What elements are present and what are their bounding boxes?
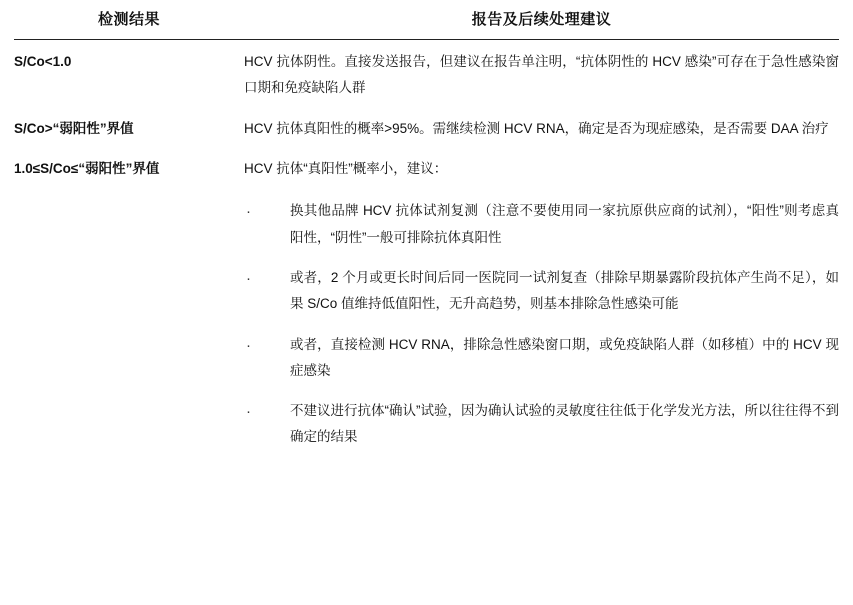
- list-item: [244, 198, 839, 251]
- bullet-dot-icon: ·: [246, 403, 251, 421]
- column-header-result: 检测结果: [14, 0, 244, 40]
- column-header-advice: 报告及后续处理建议: [244, 0, 839, 40]
- row-advice-high-sco: [244, 107, 839, 147]
- list-item-text: 不建议进行抗体“确认”试验，因为确认试验的灵敏度往往低于化学发光方法，所以往往得不到确定的结果: [290, 403, 839, 445]
- row-label-grayzone-sco: 1.0≤S/Co≤“弱阳性”界值: [14, 160, 160, 176]
- row-label-low-sco: S/Co<1.0: [14, 54, 72, 69]
- bullet-dot-icon: ·: [246, 269, 251, 287]
- table-row: [14, 147, 839, 470]
- list-item-text: 换其他品牌 HCV 抗体试剂复测（注意不要使用同一家抗原供应商的试剂），“阳性”则考虑真阳性，“阴性”一般可排除抗体真阳性: [290, 203, 839, 245]
- table-row: [14, 107, 839, 147]
- bullet-dot-icon: ·: [246, 203, 251, 221]
- list-item: [244, 332, 839, 385]
- table-row: [14, 40, 839, 107]
- row-label-high-sco: S/Co>“弱阳性”界值: [14, 120, 134, 136]
- hcv-result-interpretation-table: [14, 0, 839, 470]
- row-advice-grayzone-sco: [244, 147, 839, 470]
- bullet-dot-icon: ·: [246, 336, 251, 354]
- table-header-row: [14, 0, 839, 40]
- list-item: [244, 265, 839, 318]
- advice-text: HCV 抗体真阳性的概率>95%。需继续检测 HCV RNA，确定是否为现症感染，是否需要 DAA 治疗: [244, 120, 829, 136]
- table-body: [14, 40, 839, 470]
- advice-text: HCV 抗体“真阳性”概率小，建议：: [244, 160, 448, 176]
- advice-text: HCV 抗体阴性。直接发送报告，但建议在报告单注明，“抗体阴性的 HCV 感染”可存在于急性感染窗口期和免疫缺陷人群: [244, 54, 839, 96]
- table-header: [14, 0, 839, 40]
- list-item-text: 或者，直接检测 HCV RNA，排除急性感染窗口期，或免疫缺陷人群（如移植）中的 HCV 现症感染: [290, 336, 839, 378]
- list-item-text: 或者，2 个月或更长时间后同一医院同一试剂复查（排除早期暴露阶段抗体产生尚不足），如果 S/Co 值维持低值阳性，无升高趋势，则基本排除急性感染可能: [290, 269, 839, 312]
- list-item: [244, 398, 839, 451]
- advice-bullet-list: [244, 198, 839, 451]
- row-advice-low-sco: [244, 40, 839, 107]
